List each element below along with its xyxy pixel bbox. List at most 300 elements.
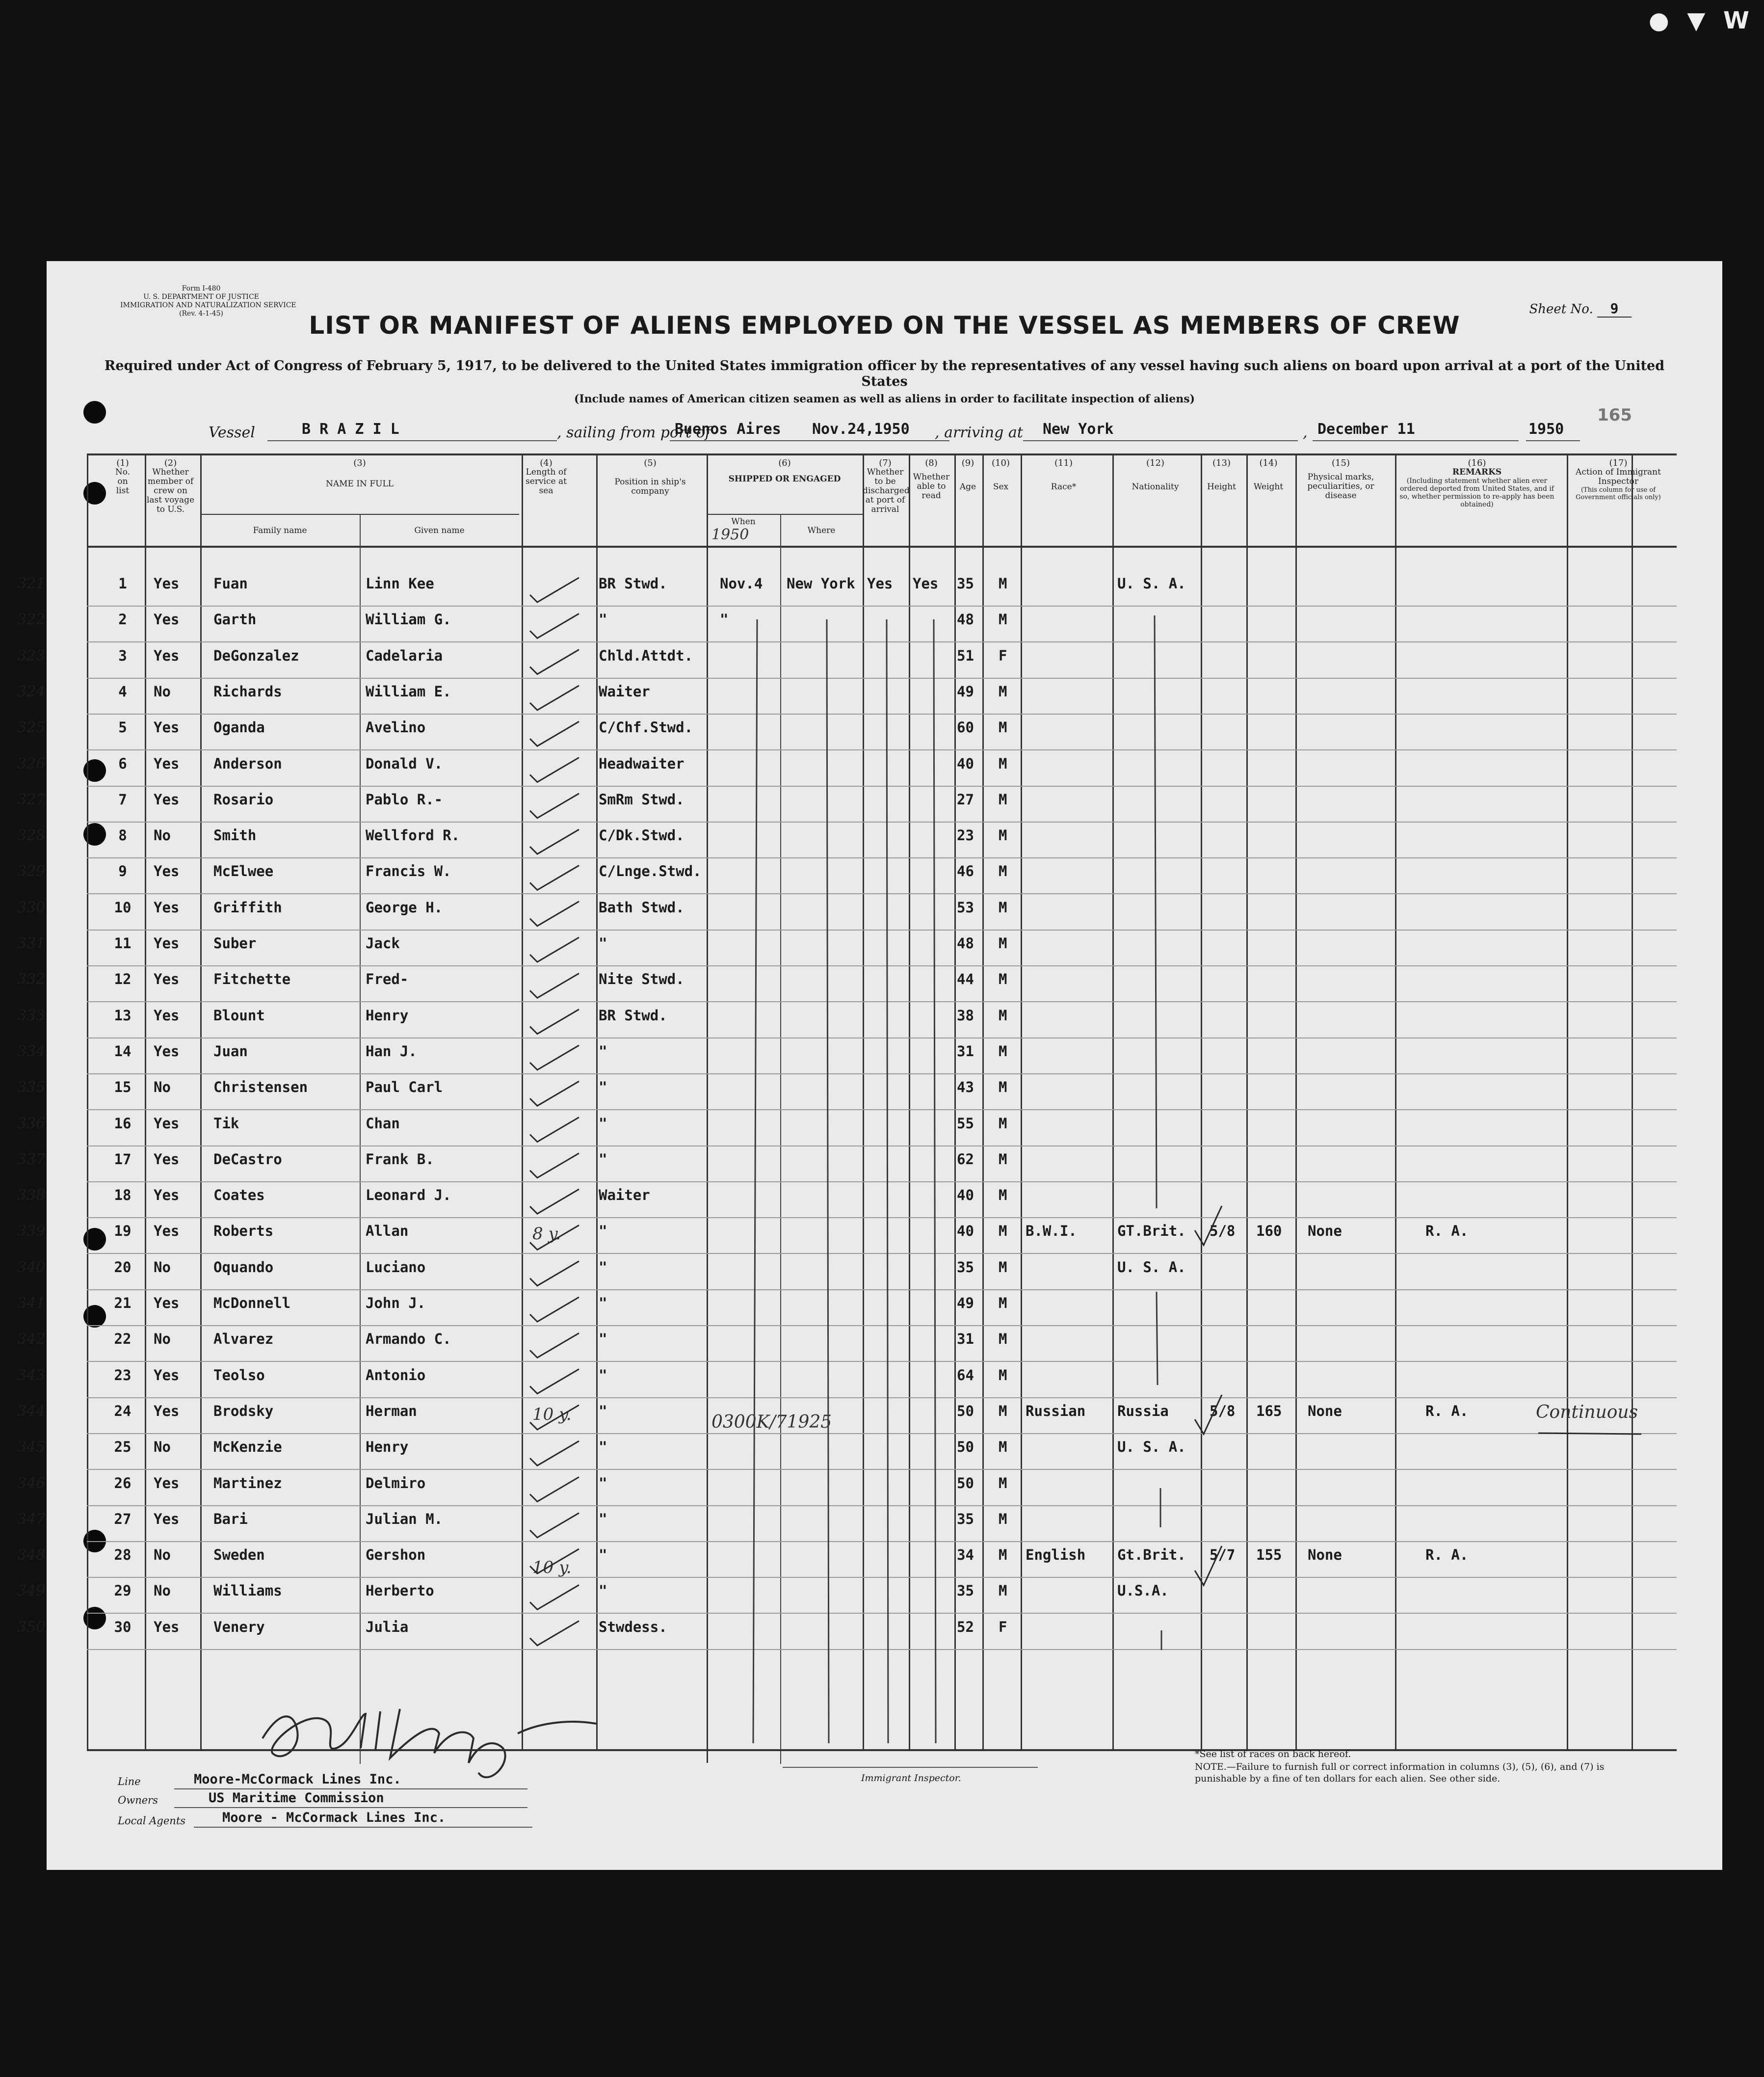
handwritten-service-28: 10 y. [532,1558,572,1577]
row-crew-flag: No [154,1258,171,1276]
col6-number: (6) [778,458,791,468]
row-age: 23 [957,827,974,844]
row-sex: M [999,1366,1007,1384]
row-age: 48 [957,611,974,628]
check-mark [530,578,579,602]
note-label: NOTE. [1195,1761,1227,1772]
col17-number: (17) [1609,458,1628,468]
row-nationality: U.S.A. [1117,1582,1169,1599]
row-number: 1 [118,575,127,592]
sheet-label: Sheet No. [1529,302,1593,317]
page-stamp: 165 [1597,405,1632,425]
row-family-name: Oganda [213,719,265,736]
arrival-year: 1950 [1528,421,1564,438]
row-crew-flag: Yes [154,899,180,916]
row-margin-number: 347 [17,1510,46,1528]
row-margin-number: 349 [17,1582,46,1600]
row-age: 49 [957,1295,974,1311]
check-mark [530,1081,579,1106]
vessel-label: Vessel [209,424,255,441]
check-mark [530,1189,579,1214]
row-where: New York [787,575,855,592]
col13-title: Height [1207,482,1236,492]
line-label: Line [118,1776,141,1787]
row-crew-flag: No [154,1079,171,1096]
row-age: 64 [957,1366,974,1384]
row-able-to-read: Yes [913,575,939,592]
row-position: " [599,1582,607,1599]
row-given-name: Chan [366,1115,400,1132]
row-nationality: U. S. A. [1117,1438,1186,1456]
handwritten-service-24: 10 y. [532,1405,572,1424]
row-given-name: Luciano [366,1258,426,1276]
row-margin-number: 328 [17,827,46,845]
owners-label: Owners [118,1794,158,1806]
row-crew-flag: Yes [154,935,180,952]
row-sex: F [999,1618,1007,1635]
row-age: 60 [957,719,974,736]
row-margin-number: 326 [17,755,46,772]
check-mark [530,829,579,854]
check-mark [530,902,579,926]
row-given-name: Henry [366,1438,409,1456]
col5-number: (5) [644,458,657,468]
check-mark [530,1405,579,1430]
row-crew-flag: Yes [154,1223,180,1240]
row-sex: M [999,791,1007,808]
row-age: 27 [957,791,974,808]
row-position: BR Stwd. [599,575,667,592]
row-family-name: Tik [213,1115,239,1132]
row-margin-number: 345 [17,1438,46,1456]
row-family-name: Brodsky [213,1402,274,1419]
check-mark [530,1010,579,1034]
ditto-lines [753,615,1161,1743]
row-crew-flag: No [154,1546,171,1564]
row-crew-flag: No [154,827,171,844]
row-age: 31 [957,1042,974,1060]
row-given-name: George H. [366,899,443,916]
row-family-name: Sweden [213,1546,265,1564]
row-position: " [599,1366,607,1384]
row-number: 18 [114,1187,132,1204]
row-sex: M [999,1042,1007,1060]
pen-marks [47,261,1722,1870]
row-given-name: Pablo R.- [366,791,443,808]
row-height: 5/8 [1210,1223,1236,1240]
row-position: " [599,1474,607,1491]
row-crew-flag: Yes [154,1150,180,1168]
row-number: 4 [118,683,127,700]
col2-number: (2) [164,458,177,468]
row-crew-flag: Yes [154,1366,180,1384]
row-given-name: Herberto [366,1582,434,1599]
row-position: C/Chf.Stwd. [599,719,693,736]
row-given-name: Avelino [366,719,426,736]
row-given-name: Leonard J. [366,1187,451,1204]
row-sex: M [999,1079,1007,1096]
row-family-name: McDonnell [213,1295,291,1311]
row-position: " [599,1295,607,1311]
col15-number: (15) [1332,458,1350,468]
service-checkmarks [530,578,579,1646]
row-family-name: Coates [213,1187,265,1204]
row-sex: M [999,575,1007,592]
row-sex: M [999,611,1007,628]
row-remarks: R. A. [1425,1402,1469,1419]
col10-title: Sex [993,482,1009,492]
arrival-port: New York [1043,421,1114,438]
row-margin-number: 322 [17,611,46,629]
row-crew-flag: No [154,1438,171,1456]
check-mark [530,865,579,890]
arrival-date: December 11 [1317,421,1415,438]
check-mark [530,758,579,782]
row-family-name: Bari [213,1510,248,1527]
col12-title: Nationality [1132,482,1179,492]
row-given-name: Paul Carl [366,1079,443,1096]
row-age: 50 [957,1438,974,1456]
col8-number: (8) [925,458,938,468]
handwritten-action-24: Continuous [1536,1402,1638,1422]
check-mark [530,1118,579,1142]
row-age: 50 [957,1474,974,1491]
row-margin-number: 321 [17,575,46,592]
check-mark [530,1621,579,1646]
row-position: " [599,1223,607,1240]
col16-number: (16) [1468,458,1486,468]
row-position: " [599,1258,607,1276]
row-position: SmRm Stwd. [599,791,685,808]
row-crew-flag: No [154,683,171,700]
row-margin-number: 346 [17,1474,46,1492]
line-underline [174,1788,527,1789]
where-header: Where [807,526,836,535]
row-margin-number: 340 [17,1258,46,1276]
sailing-label: , sailing from port of [557,424,711,441]
row-family-name: McElwee [213,863,274,880]
row-crew-flag: Yes [154,791,180,808]
col14-number: (14) [1259,458,1278,468]
row-number: 15 [114,1079,132,1096]
check-mark [530,650,579,674]
row-given-name: Frank B. [366,1150,434,1168]
col3-title: NAME IN FULL [325,479,394,489]
check-mark [530,686,579,710]
row-number: 11 [114,935,132,952]
row-age: 62 [957,1150,974,1168]
row-number: 22 [114,1331,132,1348]
row-margin-number: 344 [17,1402,46,1420]
row-margin-number: 337 [17,1150,46,1168]
sailing-date: Nov.24,1950 [812,421,910,438]
row-family-name: Garth [213,611,257,628]
sheet-number-value: 9 [1597,300,1632,318]
row-crew-flag: Yes [154,647,180,664]
row-sex: M [999,1510,1007,1527]
check-mark [530,1297,579,1322]
check-mark [530,1045,579,1070]
row-position: Nite Stwd. [599,971,685,988]
row-weight: 155 [1256,1546,1282,1564]
row-sex: M [999,1582,1007,1599]
row-position: Waiter [599,683,650,700]
note-text: —Failure to furnish full or correct information in columns (3), (5), (6), and (7) is punishable by a fine of ten dollars for each alien. See other side. [1195,1761,1605,1784]
row-given-name: Linn Kee [366,575,434,592]
row-number: 20 [114,1258,132,1276]
row-crew-flag: Yes [154,1510,180,1527]
row-age: 44 [957,971,974,988]
row-family-name: Juan [213,1042,248,1060]
col10-number: (10) [992,458,1010,468]
row-crew-flag: Yes [154,1042,180,1060]
row-crew-flag: Yes [154,1295,180,1311]
row-age: 52 [957,1618,974,1635]
family-name-header: Family name [253,526,307,535]
row-margin-number: 339 [17,1223,46,1240]
row-family-name: Williams [213,1582,282,1599]
row-crew-flag: Yes [154,611,180,628]
row-margin-number: 342 [17,1331,46,1348]
row-given-name: Armando C. [366,1331,451,1348]
row-family-name: Blount [213,1007,265,1024]
row-crew-flag: Yes [154,1115,180,1132]
row-given-name: Jack [366,935,400,952]
row-sex: M [999,899,1007,916]
row-family-name: Rosario [213,791,274,808]
row-age: 40 [957,1223,974,1240]
row-position: Waiter [599,1187,650,1204]
row-race: English [1026,1546,1086,1564]
row-sex: M [999,1331,1007,1348]
row-number: 13 [114,1007,132,1024]
sailing-port: Buenos Aires [675,421,781,438]
row-crew-flag: Yes [154,1187,180,1204]
row-sex: M [999,719,1007,736]
row-sex: M [999,1546,1007,1564]
row-crew-flag: Yes [154,719,180,736]
races-note: *See list of races on back hereof. [1195,1749,1351,1759]
row-crew-flag: No [154,1331,171,1348]
row-age: 53 [957,899,974,916]
row-number: 28 [114,1546,132,1564]
row-height: 5/8 [1210,1402,1236,1419]
row-sex: M [999,1150,1007,1168]
given-name-header: Given name [414,526,465,535]
row-age: 31 [957,1331,974,1348]
row-number: 12 [114,971,132,988]
row-age: 35 [957,1510,974,1527]
row-crew-flag: Yes [154,575,180,592]
row-family-name: Christensen [213,1079,308,1096]
row-given-name: Antonio [366,1366,426,1384]
row-number: 30 [114,1618,132,1635]
signature [263,1709,596,1777]
row-margin-number: 324 [17,683,46,700]
row-number: 25 [114,1438,132,1456]
row-family-name: McKenzie [213,1438,282,1456]
row-number: 2 [118,611,127,628]
row-weight: 160 [1256,1223,1282,1240]
row-position: C/Dk.Stwd. [599,827,685,844]
row-sex: M [999,935,1007,952]
form-number: Form I-480 [182,285,221,293]
row-number: 14 [114,1042,132,1060]
row-sex: M [999,1258,1007,1276]
row-position: " [599,1042,607,1060]
row-position: " [599,611,607,628]
row-margin-number: 334 [17,1042,46,1060]
row-margin-number: 329 [17,863,46,880]
row-family-name: Richards [213,683,282,700]
check-mark [530,1261,579,1286]
row-given-name: Fred- [366,971,409,988]
row-position: " [599,1510,607,1527]
col13-number: (13) [1212,458,1231,468]
row-age: 48 [957,935,974,952]
row-given-name: William E. [366,683,451,700]
row-number: 3 [118,647,127,664]
row-family-name: Fitchette [213,971,291,988]
row-sex: M [999,683,1007,700]
row-number: 21 [114,1295,132,1311]
check-mark [530,721,579,746]
row-age: 43 [957,1079,974,1096]
row-age: 38 [957,1007,974,1024]
row-given-name: Julian M. [366,1510,443,1527]
row-family-name: Fuan [213,575,248,592]
row-margin-number: 338 [17,1187,46,1204]
when-year: 1950 [711,526,749,543]
row-position: " [599,1115,607,1132]
row-number: 16 [114,1115,132,1132]
row-physical-marks: None [1308,1402,1342,1419]
row-crew-flag: Yes [154,755,180,772]
check-mark [530,1549,579,1573]
service: IMMIGRATION AND NATURALIZATION SERVICE [120,301,296,309]
col12-number: (12) [1146,458,1164,468]
row-margin-number: 348 [17,1546,46,1564]
owners-value: US Maritime Commission [209,1790,384,1806]
row-nationality: U. S. A. [1117,575,1186,592]
row-weight: 165 [1256,1402,1282,1419]
col16-title: REMARKS [1452,467,1502,477]
row-sex: M [999,1474,1007,1491]
row-sex: M [999,755,1007,772]
row-height: 5/7 [1210,1546,1236,1564]
row-discharged: Yes [867,575,893,592]
row-given-name: Herman [366,1402,417,1419]
row-family-name: Teolso [213,1366,265,1384]
col14-title: Weight [1253,482,1284,492]
row-age: 49 [957,683,974,700]
revision: (Rev. 4-1-45) [179,310,223,318]
check-mark [530,1153,579,1178]
row-given-name: John J. [366,1295,426,1311]
row-given-name: Henry [366,1007,409,1024]
agents-underline [194,1827,532,1828]
row-position: Headwaiter [599,755,685,772]
check-mark [530,1369,579,1394]
row-sex: M [999,1187,1007,1204]
col5-title: Position in ship's company [614,477,686,496]
inspector-signature-line [783,1767,1038,1768]
row-margin-number: 330 [17,899,46,916]
col17-title: Action of Immigrant Inspector [1576,467,1661,486]
row-margin-number: 333 [17,1007,46,1024]
row-number: 27 [114,1510,132,1527]
row-margin-number: 327 [17,791,46,808]
handwritten-note-24: 0300K/71925 [711,1412,832,1432]
row-number: 7 [118,791,127,808]
col1-number: (1) [116,458,129,468]
row-age: 35 [957,575,974,592]
vessel-name: B R A Z I L [302,421,399,438]
col9-number: (9) [961,458,974,468]
owners-underline [174,1807,527,1808]
col7-number: (7) [879,458,892,468]
row-race: Russian [1026,1402,1086,1419]
row-nationality: Gt.Brit. [1117,1546,1186,1564]
check-mark [530,1333,579,1358]
col9-title: Age [959,482,976,492]
row-family-name: Smith [213,827,257,844]
check-mark [530,1225,579,1250]
row-family-name: Suber [213,935,257,952]
penalty-note [1195,1761,1617,1784]
row-given-name: William G. [366,611,451,628]
row-physical-marks: None [1308,1223,1342,1240]
check-mark [530,1585,579,1609]
subtitle: Required under Act of Congress of February 5, 1917, to be delivered to the United States immigration officer by the representatives of any vessel having such aliens on board upon arrival at a port of the United States [104,358,1665,389]
row-number: 19 [114,1223,132,1240]
row-family-name: DeCastro [213,1150,282,1168]
row-position: " [599,1402,607,1419]
row-number: 24 [114,1402,132,1419]
row-crew-flag: Yes [154,971,180,988]
row-given-name: Delmiro [366,1474,426,1491]
row-sex: M [999,1402,1007,1419]
check-mark [530,973,579,998]
check-mark [530,1477,579,1502]
row-number: 26 [114,1474,132,1491]
handwritten-service-19: 8 y. [532,1224,561,1244]
row-number: 29 [114,1582,132,1599]
row-when: " [720,611,729,628]
row-given-name: Julia [366,1618,409,1635]
row-sex: M [999,1295,1007,1311]
row-number: 9 [118,863,127,880]
row-age: 34 [957,1546,974,1564]
when-header: When [731,517,756,527]
row-family-name: Venery [213,1618,265,1635]
row-given-name: Francis W. [366,863,451,880]
col6-title: SHIPPED OR ENGAGED [728,474,841,484]
row-crew-flag: Yes [154,1474,180,1491]
row-margin-number: 336 [17,1115,46,1132]
arriving-label: , arriving at [935,424,1023,441]
col4-number: (4) [540,458,553,468]
row-margin-number: 323 [17,647,46,665]
row-margin-number: 343 [17,1366,46,1384]
row-position: " [599,1438,607,1456]
row-position: Chld.Attdt. [599,647,693,664]
row-position: Stwdess. [599,1618,667,1635]
col17-subtitle: (This column for use of Government officials only) [1576,486,1661,501]
row-family-name: Roberts [213,1223,274,1240]
row-position: " [599,1331,607,1348]
col8-title: Whether able to read [913,472,950,501]
